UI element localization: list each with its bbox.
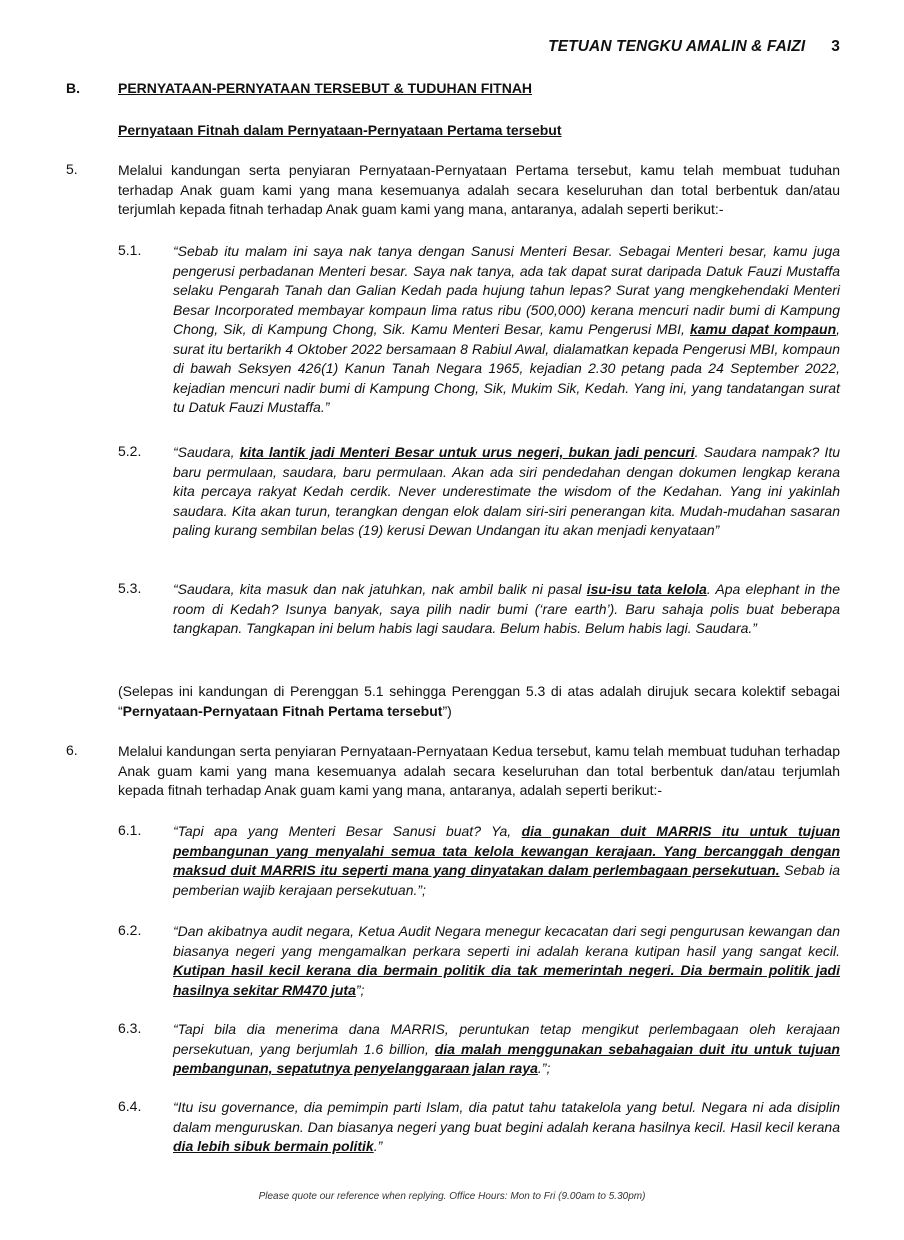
paragraph-number-5: 5. — [66, 161, 78, 177]
emphasis-text: dia lebih sibuk bermain politik — [173, 1138, 374, 1154]
emphasis-text: kita lantik jadi Menteri Besar untuk urus negeri, bukan jadi pencuri — [239, 444, 695, 460]
page-number: 3 — [831, 38, 840, 55]
emphasis-text: dia malah menggunakan sebahagaian duit itu untuk tujuan pembangunan, sepatutnya penyelanggaraan jalan raya — [173, 1040, 840, 1076]
paragraph-6: Melalui kandungan serta penyiaran Pernyataan-Pernyataan Kedua tersebut, kamu telah membuat tuduhan terhadap Anak guam kami yang mana kesemuanya adalah secara keseluruhan dan total berbentuk dan/atau terjumlah kepada fitnah terhadap Anak guam kami yang mana, antaranya, adalah seperti berikut:- — [118, 743, 840, 798]
quote-number-5-1: 5.1. — [118, 242, 142, 258]
quote-6-1: “Tapi apa yang Menteri Besar Sanusi buat? Ya, dia gunakan duit MARRIS itu untuk tujuan pembangunan yang menyalahi semua tata kelola kewangan kerajaan. Yang bercanggah dengan maksud duit MARRIS itu seperti mana yang dinyatakan dalam perlembagaan persekutuan. Sebab ia pemberian wajib kerajaan persekutuan.”; — [173, 823, 840, 898]
page-footer: Please quote our reference when replying. Office Hours: Mon to Fri (9.00am to 5.30pm) — [258, 1191, 646, 1202]
section-title: PERNYATAAN-PERNYATAAN TERSEBUT & TUDUHAN FITNAH — [118, 80, 533, 96]
quote-5-3: “Saudara, kita masuk dan nak jatuhkan, nak ambil balik ni pasal isu-isu tata kelola. Apa elephant in the room di Kedah? Isunya banyak, saya pilih nadir bumi (‘rare earth’). Baru sahaja polis buat beberapa tangkapan. Tangkapan ini belum habis lagi saudara. Belum habis. Belum habis lagi. Saudara.” — [173, 581, 841, 636]
sub-heading: Pernyataan Fitnah dalam Pernyataan-Pernyataan Pertama tersebut — [118, 122, 562, 138]
emphasis-text: isu-isu tata kelola — [586, 581, 707, 597]
quote-6-2: “Dan akibatnya audit negara, Ketua Audit Negara menegur kecacatan dari segi pengurusan kewangan dan biasanya negeri yang mengamalkan perkara seperti ini adalah kerana kutipan hasil yang sangat kecil. Kutipan hasil kecil kerana dia bermain politik dia tak memerintah negeri. Dia bermain politik jadi hasilnya sekitar RM470 juta”; — [173, 923, 840, 998]
quote-6-3: “Tapi bila dia menerima dana MARRIS, peruntukan tetap mengikut perlembagaan oleh kerajaan persekutuan, yang berjumlah 1.6 billion, dia malah menggunakan sebahagaian duit itu untuk tujuan pembangunan, sepatutnya penyelanggaraan jalan raya.”; — [173, 1021, 840, 1076]
quote-number-6-3: 6.3. — [118, 1020, 142, 1036]
quote-number-6-1: 6.1. — [118, 822, 142, 838]
collective-reference-note: (Selepas ini kandungan di Perenggan 5.1 sehingga Perenggan 5.3 di atas adalah dirujuk secara kolektif sebagai “Pernyataan-Pernyataan Fitnah Pertama tersebut”) — [118, 683, 840, 719]
quote-6-4: “Itu isu governance, dia pemimpin parti Islam, dia patut tahu tatakelola yang betul. Negara ni ada disiplin dalam menguruskan. Dan biasanya negeri yang buat begini adalah kerana hasilnya kecil. Hasil kecil kerana dia lebih sibuk bermain politik.” — [173, 1099, 840, 1154]
firm-name: TETUAN TENGKU AMALIN & FAIZI — [548, 38, 806, 55]
defined-term: Pernyataan-Pernyataan Fitnah Pertama tersebut — [122, 702, 443, 719]
section-letter: B. — [66, 80, 80, 96]
quote-5-1: “Sebab itu malam ini saya nak tanya dengan Sanusi Menteri Besar. Sebagai Menteri besar, kamu juga pengerusi perbadanan Menteri besar. Saya nak tanya, ada tak dapat surat daripada Datuk Fauzi Mustaffa selaku Pengarah Tanah dan Galian Kedah pada hujung tahun lepas? Surat yang mengkehendaki Menteri Besar Incorporated membayar kompaun lima ratus ribu (500,000) kerana mencuri nadir bumi di Kampung Chong, Sik, di Kampung Chong, Sik. Kamu Menteri Besar, kamu Pengerusi MBI, kamu dapat kompaun, surat itu bertarikh 4 Oktober 2022 bersamaan 8 Rabiul Awal, dialamatkan kepada Pengerusi MBI, kompaun di bawah Seksyen 426(1) Kanun Tanah Negara 1965, kejadian 2.30 petang pada 24 September 2022, kejadian mencuri nadir bumi di Kampung Chong, Sik, Mukim Sik, Kedah. Yang ini, yang tandatangan surat tu Datuk Fauzi Mustaffa.” — [173, 243, 841, 415]
quote-number-6-2: 6.2. — [118, 922, 142, 938]
emphasis-text: kamu dapat kompaun — [689, 321, 837, 337]
emphasis-text: Kutipan hasil kecil kerana dia bermain politik dia tak memerintah negeri. Dia bermain politik jadi hasilnya sekitar RM470 juta — [173, 962, 840, 998]
paragraph-number-6: 6. — [66, 742, 78, 758]
quote-number-5-3: 5.3. — [118, 580, 142, 596]
emphasis-text: dia gunakan duit MARRIS itu untuk tujuan pembangunan yang menyalahi semua tata kelola kewangan kerajaan. Yang bercanggah dengan maksud duit MARRIS itu seperti mana yang dinyatakan dalam perlembagaan persekutuan. — [173, 823, 840, 878]
paragraph-5: Melalui kandungan serta penyiaran Pernyataan-Pernyataan Pertama tersebut, kamu telah membuat tuduhan terhadap Anak guam kami yang mana kesemuanya adalah secara keseluruhan dan total berbentuk dan/atau terjumlah kepada fitnah terhadap Anak guam kami yang mana, antaranya, adalah seperti berikut:- — [118, 162, 840, 217]
quote-number-5-2: 5.2. — [118, 443, 142, 459]
letterhead-header — [548, 38, 840, 56]
quote-number-6-4: 6.4. — [118, 1098, 142, 1114]
quote-5-2: “Saudara, kita lantik jadi Menteri Besar untuk urus negeri, bukan jadi pencuri. Saudara nampak? Itu baru permulaan, saudara, baru permulaan. Akan ada siri pendedahan dengan dokumen lengkap kerana kita percaya rakyat Kedah cerdik. Never underestimate the wisdom of the Kedahan. Yang ini yakinlah saudara. Kita akan turun, terangkan dengan elok dalam siri-siri penerangan kita. Mudah-mudahan sasaran paling kurang sembilan belas (19) kerusi Dewan Undangan itu akan menjadi kenyataan” — [173, 444, 840, 538]
